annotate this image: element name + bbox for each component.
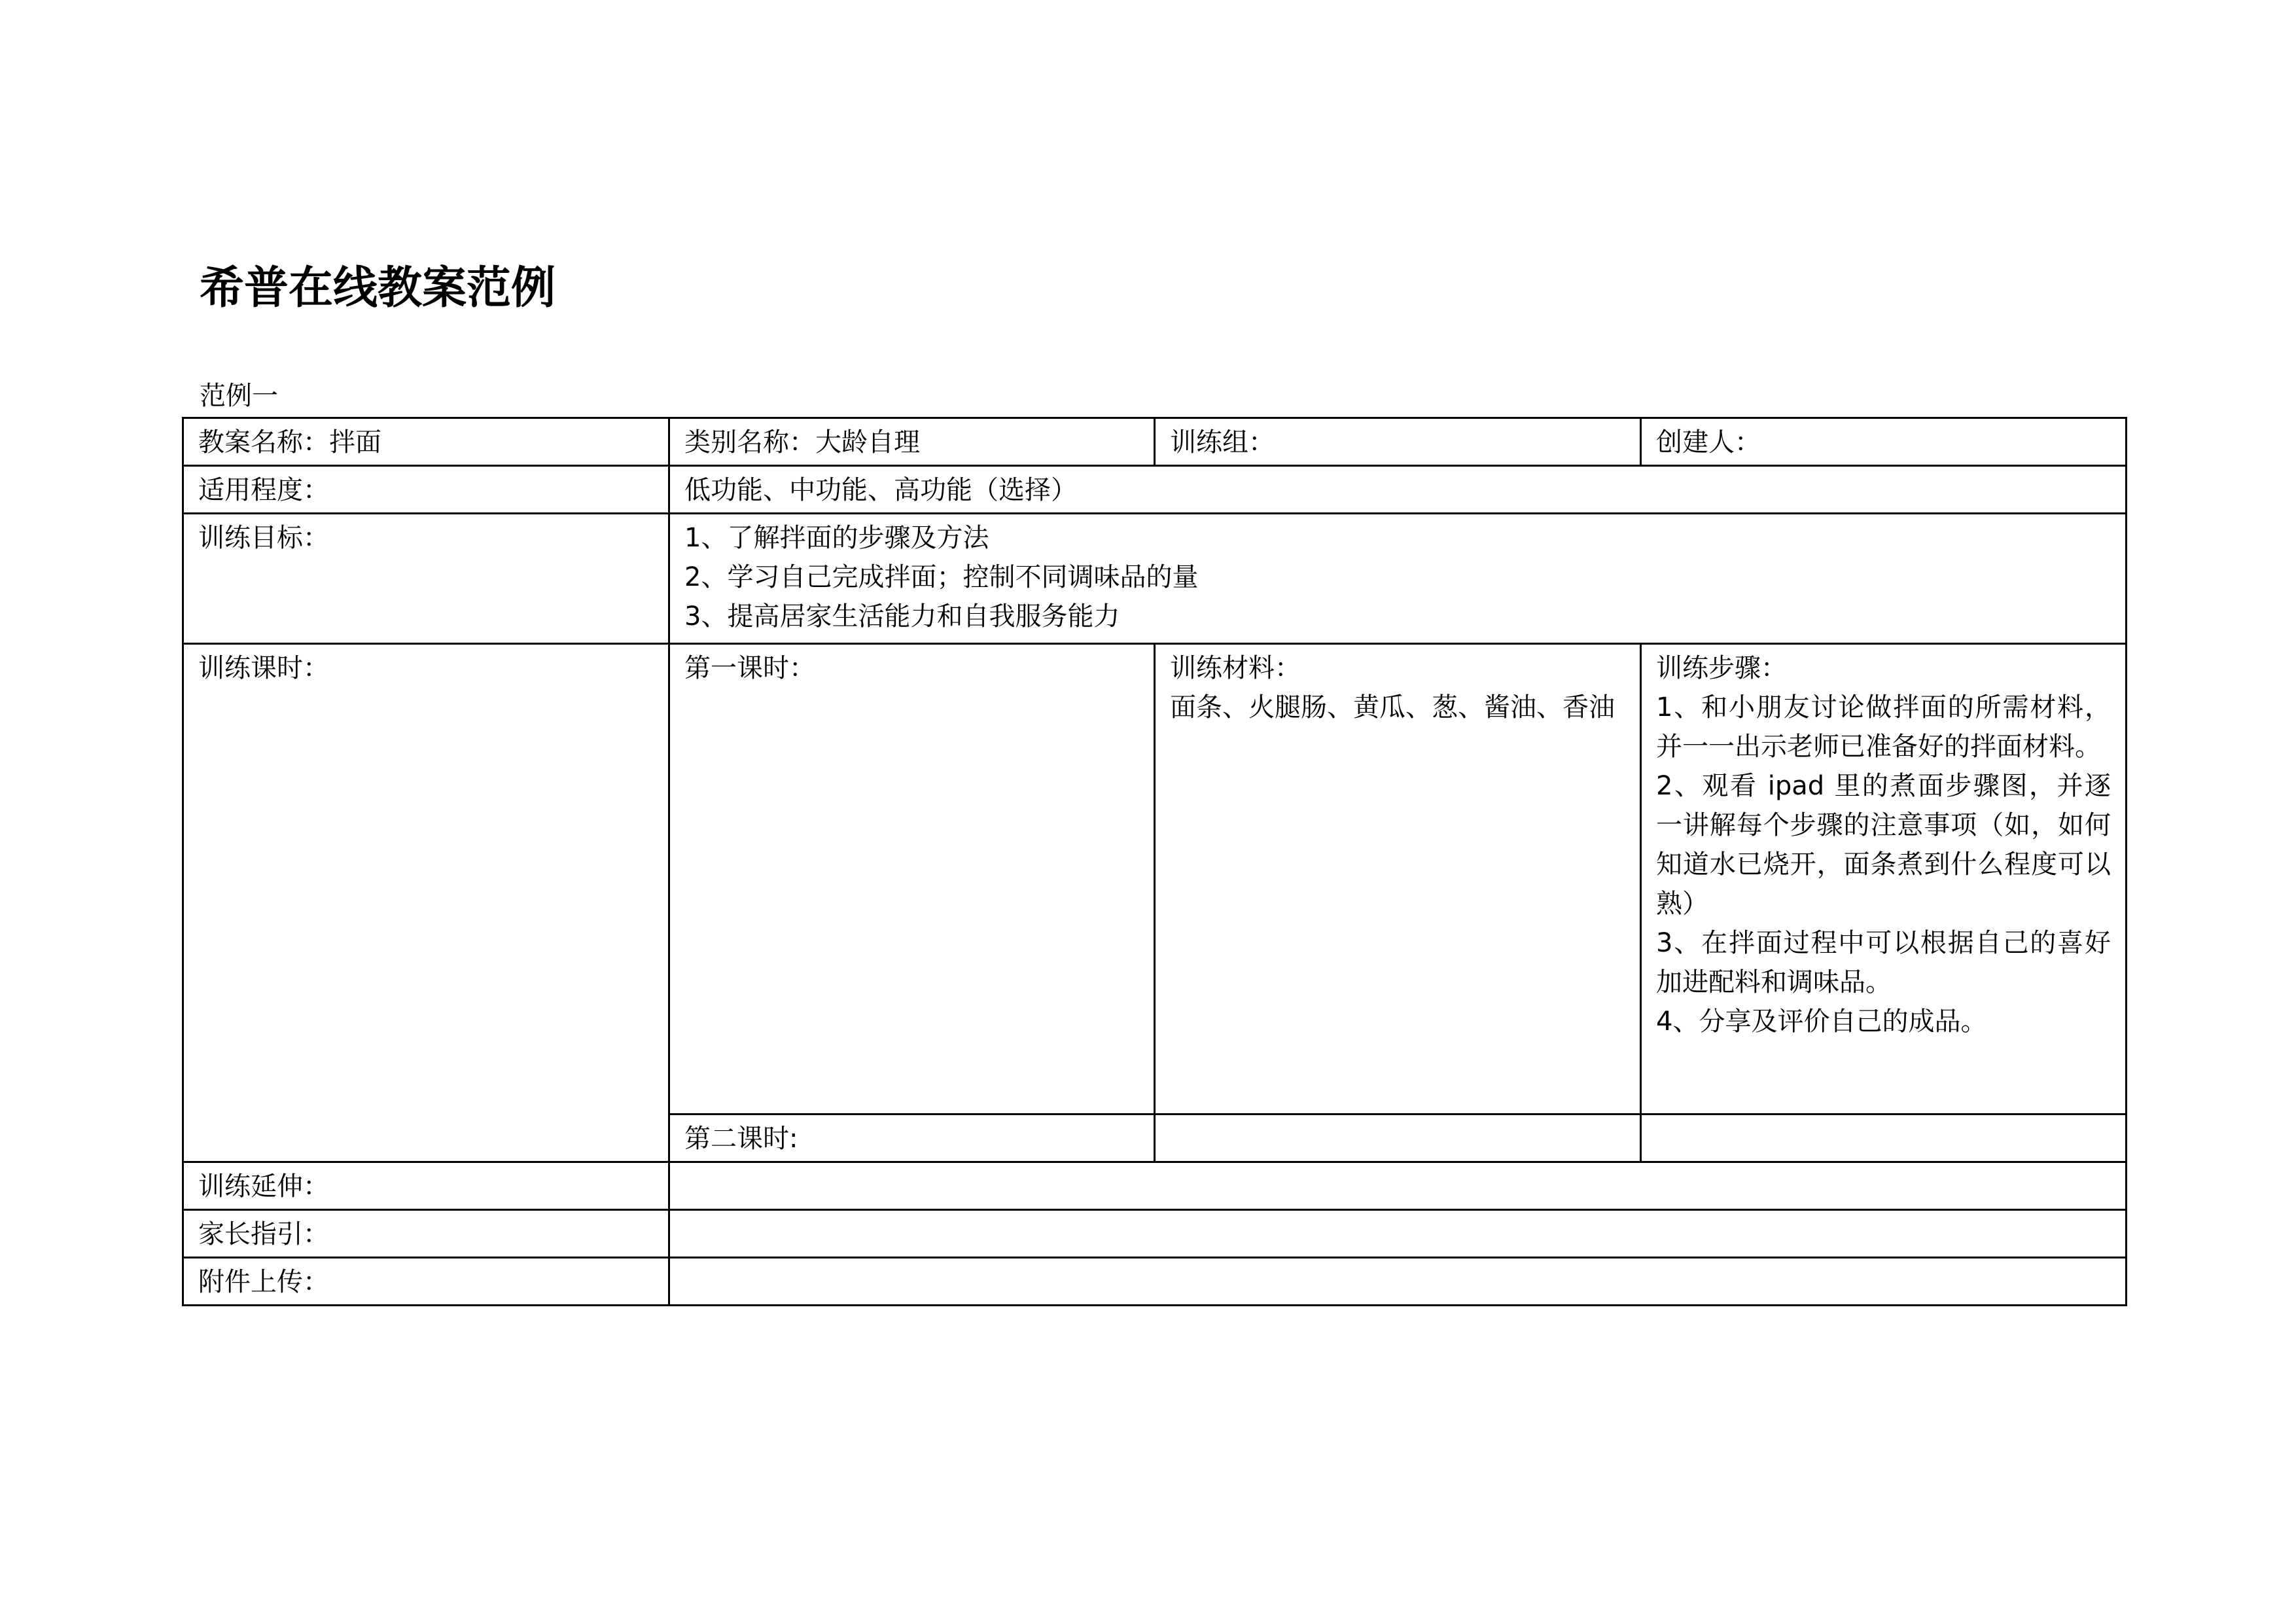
extension-label: 训练延伸： [198, 1171, 329, 1202]
lesson-two-label: 第二课时: [684, 1124, 798, 1154]
table-row-level [183, 466, 2127, 514]
level-label: 适用程度： [198, 475, 329, 505]
lesson-name-cell [183, 418, 669, 466]
materials-cell [1155, 644, 1641, 1115]
table-row-goals [183, 514, 2127, 644]
goal-item: 2、学习自己完成拌面；控制不同调味品的量 [684, 562, 1199, 592]
hours-label: 训练课时： [198, 653, 329, 683]
hours-label-cell [183, 644, 669, 1162]
step-item: 2、观看 ipad 里的煮面步骤图，并逐一讲解每个步骤的注意事项（如，如何知道水已烧开，面条煮到什么程度可以熟） [1656, 771, 2111, 919]
lesson-two-materials-cell [1155, 1115, 1641, 1162]
table-row-attachment [183, 1258, 2127, 1306]
materials-value: 面条、火腿肠、黄瓜、葱、酱油、香油 [1170, 692, 1615, 722]
extension-label-cell [183, 1162, 669, 1210]
lesson-two-steps-cell [1641, 1115, 2127, 1162]
parent-guide-value-cell [669, 1210, 2127, 1258]
table-row-lesson-one [183, 644, 2127, 1115]
materials-label: 训练材料： [1170, 653, 1301, 683]
table-row-extension [183, 1162, 2127, 1210]
lesson-two-cell [669, 1115, 1155, 1162]
step-item: 4、分享及评价自己的成品。 [1656, 1007, 1987, 1037]
goals-label-cell [183, 514, 669, 644]
creator-text: 创建人： [1656, 427, 1761, 457]
step-item: 3、在拌面过程中可以根据自己的喜好加进配料和调味品。 [1656, 928, 2111, 997]
level-label-cell [183, 466, 669, 514]
category-text: 类别名称：大龄自理 [684, 427, 920, 457]
creator-cell [1641, 418, 2127, 466]
lesson-name-text: 教案名称：拌面 [198, 427, 381, 457]
level-value-cell [669, 466, 2127, 514]
attachment-label-cell [183, 1258, 669, 1306]
goal-item: 3、提高居家生活能力和自我服务能力 [684, 601, 1120, 632]
level-value: 低功能、中功能、高功能（选择） [684, 475, 1077, 505]
goals-label: 训练目标： [198, 523, 329, 553]
lesson-plan-table [182, 417, 2127, 1306]
extension-value-cell [669, 1162, 2127, 1210]
example-label: 范例一 [200, 381, 278, 411]
category-cell [669, 418, 1155, 466]
document-title: 希普在线教案范例 [200, 262, 556, 314]
step-item: 1、和小朋友讨论做拌面的所需材料，并一一出示老师已准备好的拌面材料。 [1656, 692, 2111, 762]
parent-guide-label: 家长指引： [198, 1219, 329, 1249]
steps-cell [1641, 644, 2127, 1115]
table-row-parent-guide [183, 1210, 2127, 1258]
training-group-text: 训练组： [1170, 427, 1275, 457]
attachment-label: 附件上传： [198, 1267, 329, 1297]
lesson-one-label: 第一课时： [684, 653, 815, 683]
steps-label: 训练步骤： [1656, 653, 1787, 683]
training-group-cell [1155, 418, 1641, 466]
goal-item: 1、了解拌面的步骤及方法 [684, 523, 989, 553]
table-row-header-info [183, 418, 2127, 466]
goals-value-cell [669, 514, 2127, 644]
parent-guide-label-cell [183, 1210, 669, 1258]
lesson-one-cell [669, 644, 1155, 1115]
attachment-value-cell [669, 1258, 2127, 1306]
